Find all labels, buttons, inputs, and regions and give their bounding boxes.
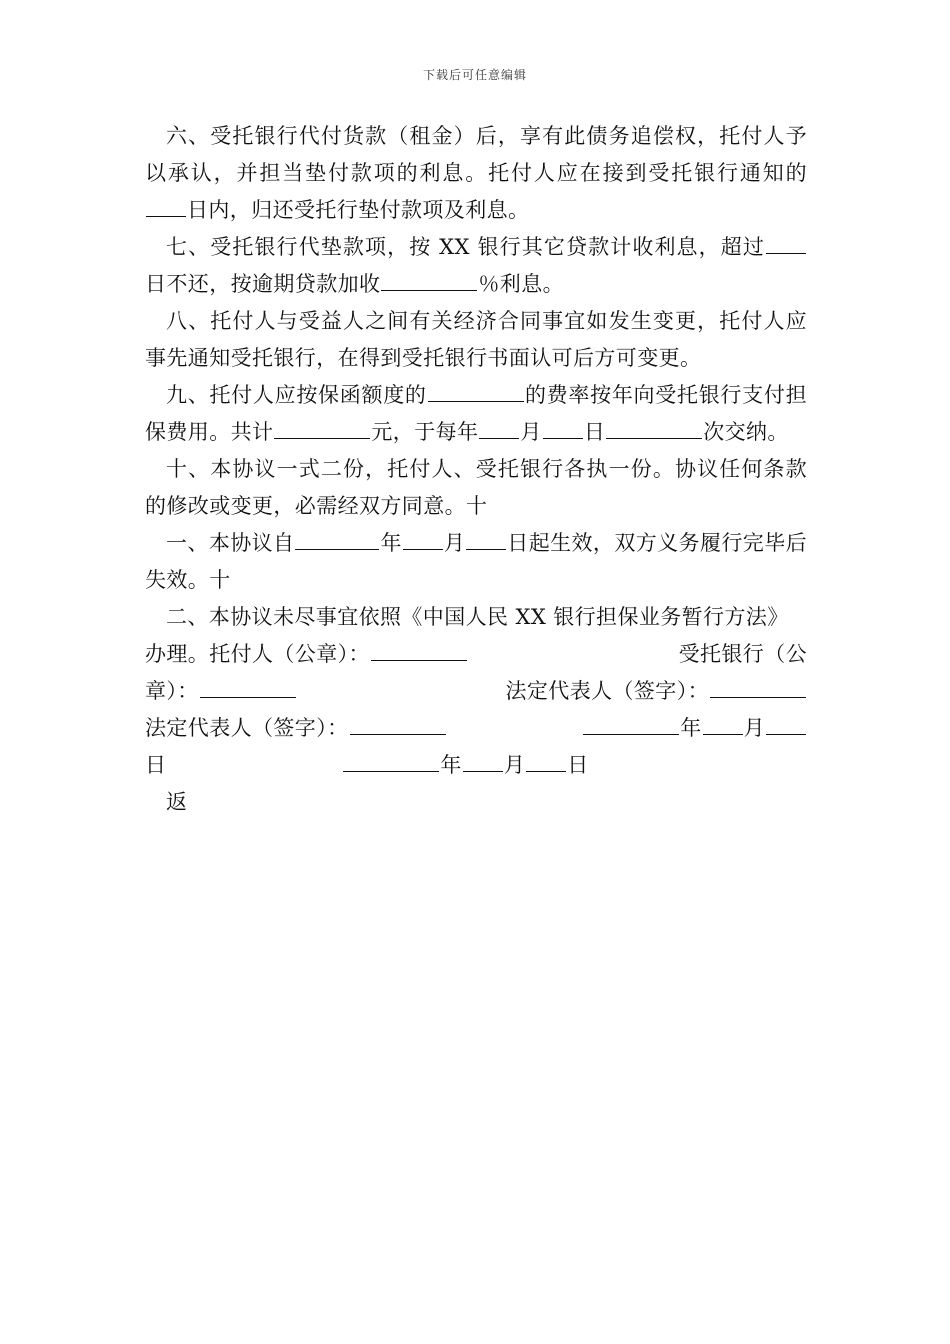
blank-days-repay[interactable] bbox=[146, 194, 186, 217]
clause-6-text-b: 日内，归还受托行垫付款项及利息。 bbox=[187, 198, 530, 222]
sig-date-2: 年 月 日 bbox=[342, 747, 588, 784]
sig-date-1: 年 月 bbox=[582, 710, 807, 747]
clause-9-text-f: 次交纳。 bbox=[703, 420, 789, 444]
trailing-text: 返 bbox=[166, 790, 188, 814]
clause-11-text-d: 日起生效，双方义务履行完毕后失效。十 bbox=[145, 531, 807, 592]
blank-bank-rep-signature[interactable] bbox=[710, 675, 806, 698]
blank-bank-seal[interactable] bbox=[200, 675, 296, 698]
signature-row-3 bbox=[145, 710, 807, 747]
clause-9-text-c: 元，于每年 bbox=[371, 420, 479, 444]
page-header-note: 下载后可任意编辑 bbox=[422, 68, 527, 82]
blank-client-rep-signature[interactable] bbox=[350, 712, 446, 735]
signature-row-2 bbox=[145, 673, 807, 710]
blank-overdue-days[interactable] bbox=[766, 231, 806, 254]
blank-date1-month[interactable] bbox=[703, 712, 743, 735]
clause-7-text-b: 日不还，按逾期贷款加收 bbox=[145, 272, 381, 296]
clause-7 bbox=[145, 229, 807, 303]
blank-fee-total[interactable] bbox=[274, 416, 370, 439]
blank-date2-day[interactable] bbox=[526, 749, 566, 772]
sig-client-seal: 办理。托付人（公章）： bbox=[145, 636, 468, 673]
clause-12: 二、本协议未尽事宜依照《中国人民 XX 银行担保业务暂行方法》 bbox=[166, 605, 789, 629]
blank-effective-day[interactable] bbox=[466, 527, 506, 550]
blank-date2-month[interactable] bbox=[463, 749, 503, 772]
blank-penalty-rate[interactable] bbox=[381, 268, 477, 291]
blank-date1-day[interactable] bbox=[766, 712, 806, 735]
clause-9-text-d: 月 bbox=[520, 420, 542, 444]
blank-fee-rate[interactable] bbox=[428, 379, 524, 402]
sig-date-1-day-label: 日 bbox=[145, 753, 167, 777]
sig-bank-rep: 法定代表人（签字）： bbox=[506, 673, 808, 710]
signature-row-1 bbox=[145, 636, 807, 673]
clause-11-text-a: 一、本协议自 bbox=[166, 531, 295, 555]
clause-7-text-a: 七、受托银行代垫款项，按 XX 银行其它贷款计收利息，超过 bbox=[166, 235, 765, 259]
blank-effective-month[interactable] bbox=[403, 527, 443, 550]
clause-9-text-a: 九、托付人应按保函额度的 bbox=[166, 383, 427, 407]
blank-fee-month[interactable] bbox=[479, 416, 519, 439]
signature-row-4 bbox=[145, 747, 807, 784]
clause-11-text-b: 年 bbox=[380, 531, 402, 555]
blank-effective-year[interactable] bbox=[295, 527, 379, 550]
clause-9-text-e: 日 bbox=[583, 420, 606, 444]
blank-fee-day[interactable] bbox=[543, 416, 583, 439]
clause-11 bbox=[145, 525, 807, 599]
clause-6 bbox=[145, 118, 807, 229]
blank-date2-year[interactable] bbox=[343, 749, 439, 772]
clause-7-text-c: ％利息。 bbox=[478, 272, 565, 296]
clause-11-text-c: 月 bbox=[443, 531, 466, 555]
clause-10: 十、本协议一式二份，托付人、受托银行各执一份。协议任何条款的修改或变更，必需经双方同意。十 bbox=[145, 457, 807, 518]
sig-bank-seal: 章）： bbox=[145, 673, 297, 710]
blank-date1-year[interactable] bbox=[583, 712, 679, 735]
document-body bbox=[145, 118, 807, 821]
sig-bank-seal-label: 受托银行（公 bbox=[678, 642, 807, 666]
clause-8: 八、托付人与受益人之间有关经济合同事宜如发生变更，托付人应事先通知受托银行，在得到受托银行书面认可后方可变更。 bbox=[145, 309, 807, 370]
blank-fee-times[interactable] bbox=[606, 416, 702, 439]
clause-9-text-b: 的费率按年向受托银行支付担保费用。共计 bbox=[145, 383, 807, 444]
sig-client-rep: 法定代表人（签字）： bbox=[145, 710, 447, 747]
clause-9 bbox=[145, 377, 807, 451]
clause-6-text-a: 六、受托银行代付货款（租金）后，享有此债务追偿权，托付人予以承认，并担当垫付款项的利息。托付人应在接到受托银行通知的 bbox=[145, 124, 807, 185]
blank-client-seal[interactable] bbox=[371, 638, 467, 661]
